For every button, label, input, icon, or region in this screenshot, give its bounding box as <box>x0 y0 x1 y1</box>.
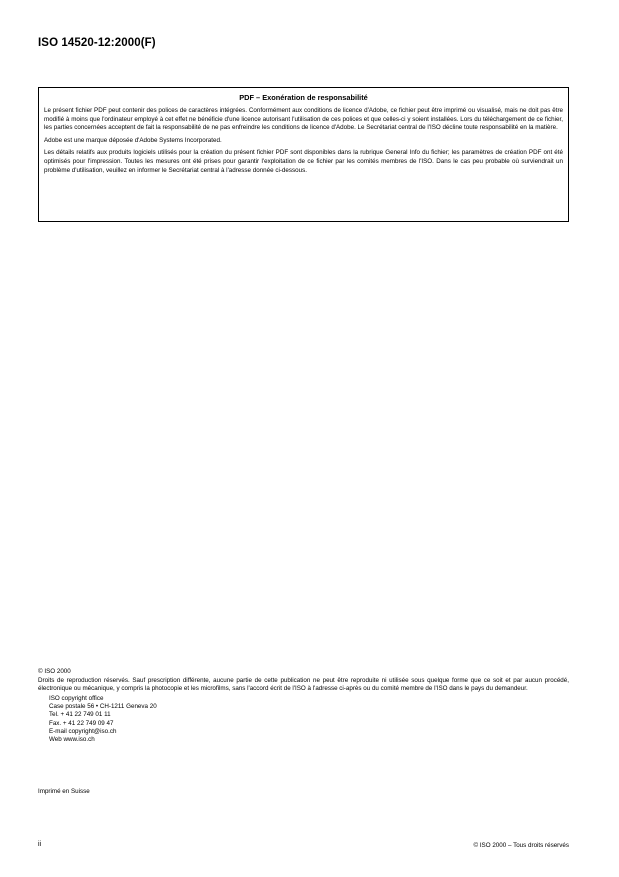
disclaimer-title: PDF – Exonération de responsabilité <box>239 93 368 102</box>
disclaimer-paragraph-software: Les détails relatifs aux produits logiciels utilisés pour la création du présent fichier PDF sont disponibles dans la rubrique General Info du fichier; les paramètres de création PDF ont été optimisés pour l'impression. Toutes les mesures ont été prises pour garantir l'exploitation de ce fichier par les comités membres de l'ISO. Dans le cas peu probable où surviendrait un problème d'utilisation, veuillez en informer le Secrétariat central à l'adresse donnée ci-dessous. <box>44 149 563 174</box>
reproduction-rights-text: Droits de reproduction réservés. Sauf prescription différente, aucune partie de cette publication ne peut être reproduite ni utilisée sous quelque forme que ce soit et par aucun procédé, électronique ou mécanique, y compris la photocopie et les microfilms, sans l'accord écrit de l'ISO à l'adresse ci-après ou du comité membre de l'ISO dans le pays du demandeur. <box>38 676 569 693</box>
address-web: Web www.iso.ch <box>49 736 95 744</box>
address-office: ISO copyright office <box>49 694 104 702</box>
address-tel: Tel. + 41 22 749 01 11 <box>49 711 111 719</box>
copyright-office-address <box>49 695 569 745</box>
address-fax: Fax. + 41 22 749 09 47 <box>49 719 114 727</box>
document-id-header: ISO 14520-12:2000(F) <box>38 37 156 49</box>
copyright-block <box>38 668 569 745</box>
footer-copyright: © ISO 2000 – Tous droits réservés <box>473 842 569 849</box>
address-email: E-mail copyright@iso.ch <box>49 727 117 735</box>
address-postal: Case postale 56 • CH-1211 Geneva 20 <box>49 703 157 711</box>
disclaimer-paragraph-fonts: Le présent fichier PDF peut contenir des polices de caractères intégrées. Conformément aux conditions de licence d'Adobe, ce fichier peut être imprimé ou visualisé, mais ne doit pas être modifié à moins que l'ordinateur employé à cet effet ne bénéficie d'une licence autorisant l'utilisation de ces polices et que celles-ci y soient installées. Lors du téléchargement de ce fichier, les parties concernées acceptent de fait la responsabilité de ne pas enfreindre les conditions de licence d'Adobe. Le Secrétariat central de l'ISO décline toute responsabilité en la matière. <box>44 107 563 132</box>
disclaimer-paragraph-adobe: Adobe est une marque déposée d'Adobe Systems Incorporated. <box>44 136 222 144</box>
pdf-disclaimer-box <box>38 87 569 222</box>
printed-in-text: Imprimé en Suisse <box>38 788 90 795</box>
copyright-notice: © ISO 2000 <box>38 668 71 675</box>
page-number: ii <box>38 841 42 848</box>
